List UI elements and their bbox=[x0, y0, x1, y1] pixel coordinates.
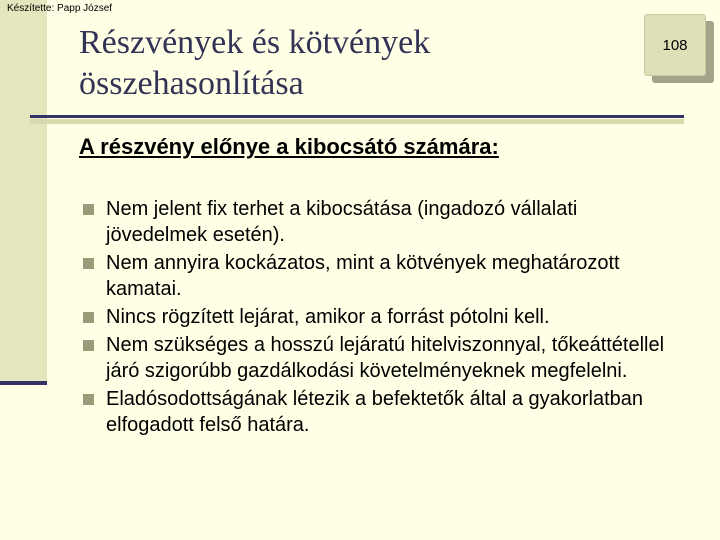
square-bullet-icon bbox=[83, 312, 94, 323]
list-item-text: Nem annyira kockázatos, mint a kötvények meghatározott kamatai. bbox=[106, 252, 620, 300]
bullet-list bbox=[81, 196, 681, 440]
list-item bbox=[81, 250, 681, 302]
list-item-text: Nem jelent fix terhet a kibocsátása (ingadozó vállalati jövedelmek esetén). bbox=[106, 198, 578, 246]
slide-title-line-2: összehasonlítása bbox=[79, 65, 304, 102]
left-decorative-band bbox=[0, 0, 47, 383]
square-bullet-icon bbox=[83, 340, 94, 351]
square-bullet-icon bbox=[83, 204, 94, 215]
list-item-text: Eladósodottságának létezik a befektetők által a gyakorlatban elfogadott felső határa. bbox=[106, 388, 644, 436]
list-item bbox=[81, 196, 681, 248]
slide-title bbox=[79, 22, 599, 104]
list-item-text: Nincs rögzített lejárat, amikor a forrást pótolni kell. bbox=[106, 306, 550, 328]
title-divider-light bbox=[30, 119, 684, 124]
title-divider-dark bbox=[30, 115, 684, 118]
list-item bbox=[81, 304, 681, 330]
square-bullet-icon bbox=[83, 258, 94, 269]
square-bullet-icon bbox=[83, 394, 94, 405]
author-credit: Készítette: Papp József bbox=[7, 3, 113, 14]
slide-number-badge: 108 bbox=[644, 14, 706, 76]
list-item bbox=[81, 386, 681, 438]
list-item bbox=[81, 332, 681, 384]
slide-title-line-1: Részvények és kötvények bbox=[79, 24, 431, 61]
left-band-accent-line bbox=[0, 381, 47, 385]
section-subtitle: A részvény előnye a kibocsátó számára: bbox=[79, 134, 499, 159]
list-item-text: Nem szükséges a hosszú lejáratú hitelviszonnyal, tőkeáttétellel járó szigorúbb gazdálkodási követelményeknek megfelelni. bbox=[106, 334, 665, 382]
